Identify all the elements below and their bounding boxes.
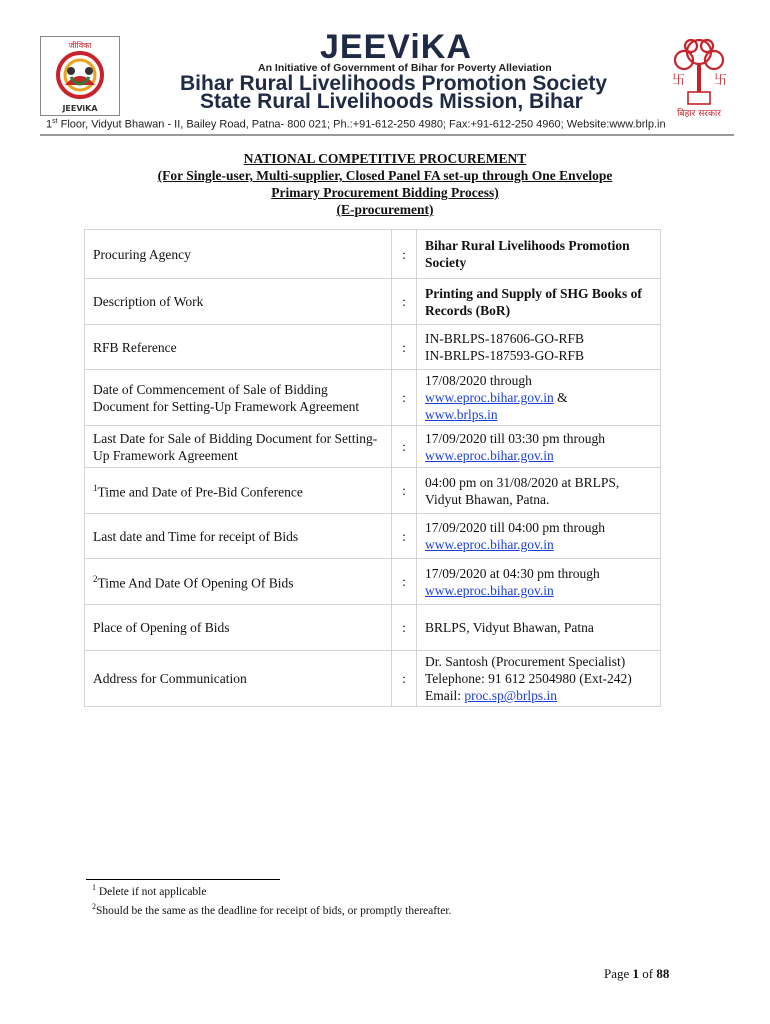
- bid-receipt-date: 17/09/2020 till 04:00 pm through: [425, 520, 606, 535]
- table-row: [85, 559, 661, 605]
- footnote-divider: [86, 879, 280, 880]
- footnote-text: Should be the same as the deadline for receipt of bids, or promptly thereafter.: [96, 904, 452, 917]
- svg-text:卐: 卐: [672, 73, 686, 88]
- row-value: [417, 426, 661, 468]
- bid-opening-date: 17/09/2020 at 04:30 pm through: [425, 565, 600, 581]
- row-value: Bihar Rural Livelihoods Promotion Society: [417, 230, 661, 279]
- address-line: [46, 118, 666, 131]
- page-total: 88: [656, 966, 670, 981]
- footnote-1: [92, 883, 206, 898]
- row-value: [417, 651, 661, 707]
- table-row: [85, 468, 661, 514]
- title-line-1: NATIONAL COMPETITIVE PROCUREMENT: [243, 151, 527, 166]
- brand-tagline: An Initiative of Government of Bihar for Poverty Alleviation: [258, 62, 552, 74]
- rfb-reference-1: IN-BRLPS-187606-GO-RFB: [425, 331, 585, 346]
- row-separator: :: [392, 426, 417, 468]
- sale-start-date: 17/08/2020 through: [425, 373, 532, 388]
- contact-name: Dr. Santosh (Procurement Specialist): [425, 654, 626, 669]
- table-row: [85, 325, 661, 370]
- bihar-govt-tree-logo: [664, 34, 734, 118]
- title-line-4: (E-procurement): [336, 202, 434, 217]
- row-label: [85, 468, 392, 514]
- eproc-link[interactable]: www.eproc.bihar.gov.in: [425, 537, 554, 552]
- table-row: [85, 279, 661, 325]
- row-label: [85, 559, 392, 605]
- title-line-2: (For Single-user, Multi-supplier, Closed Panel FA set-up through One Envelope: [157, 168, 613, 183]
- table-row: [85, 426, 661, 468]
- row-label: Description of Work: [85, 279, 392, 325]
- row-separator: :: [392, 514, 417, 559]
- page-current: 1: [632, 966, 640, 981]
- row-label: Last Date for Sale of Bidding Document for Setting-Up Framework Agreement: [85, 426, 392, 468]
- row-label: Last date and Time for receipt of Bids: [85, 514, 392, 559]
- row-separator: :: [392, 605, 417, 651]
- footnote-ref: 1: [93, 483, 98, 494]
- row-separator: :: [392, 279, 417, 325]
- table-row: [85, 605, 661, 651]
- logo-bottom-text: JEEViKA: [62, 104, 98, 113]
- page-number: [604, 966, 669, 982]
- row-label-text: Time And Date Of Opening Of Bids: [97, 575, 294, 591]
- row-value: [417, 559, 661, 605]
- row-separator: :: [392, 651, 417, 707]
- row-label: Procuring Agency: [85, 230, 392, 279]
- rfb-reference-2: IN-BRLPS-187593-GO-RFB: [425, 348, 585, 363]
- email-label: Email:: [425, 688, 465, 703]
- row-value: 04:00 pm on 31/08/2020 at BRLPS, Vidyut Bhawan, Patna.: [417, 468, 661, 514]
- table-row: [85, 651, 661, 707]
- logo-top-text: जीविका: [68, 41, 92, 50]
- row-value: [417, 370, 661, 426]
- title-line-3: Primary Procurement Bidding Process): [271, 185, 499, 200]
- row-label: Place of Opening of Bids: [85, 605, 392, 651]
- brand-wordmark: JEEViKA: [320, 28, 472, 66]
- table-row: [85, 230, 661, 279]
- row-value: [417, 325, 661, 370]
- page-prefix: Page: [604, 966, 633, 981]
- email-link[interactable]: proc.sp@brlps.in: [464, 688, 558, 703]
- floor-sup: st: [52, 118, 58, 125]
- row-label-text: Time and Date of Pre-Bid Conference: [97, 484, 303, 500]
- table-row: [85, 514, 661, 559]
- eproc-link[interactable]: www.eproc.bihar.gov.in: [425, 447, 554, 463]
- row-separator: :: [392, 325, 417, 370]
- page-of: of: [639, 966, 657, 981]
- floor-number: 1: [46, 118, 53, 131]
- footnote-number: 1: [92, 883, 96, 892]
- jeevika-emblem-logo: [40, 36, 120, 116]
- row-label: Date of Commencement of Sale of Bidding Document for Setting-Up Framework Agreement: [85, 370, 392, 426]
- footnote-text: Delete if not applicable: [96, 885, 207, 898]
- org-name: Bihar Rural Livelihoods Promotion Society: [180, 72, 608, 95]
- row-value: [417, 514, 661, 559]
- eproc-link[interactable]: www.eproc.bihar.gov.in: [425, 582, 554, 598]
- footnote-2: [92, 902, 451, 917]
- row-value: Printing and Supply of SHG Books of Records (BoR): [417, 279, 661, 325]
- contact-telephone: Telephone: 91 612 2504980 (Ext-242): [425, 671, 632, 686]
- row-label: RFB Reference: [85, 325, 392, 370]
- row-separator: :: [392, 468, 417, 514]
- address-text: Floor, Vidyut Bhawan - II, Bailey Road, Patna- 800 021; Ph.:+91-612-250 4980; Fax:+91-612-250 4960; Website:www.brlp.in: [57, 118, 666, 131]
- row-value: BRLPS, Vidyut Bhawan, Patna: [417, 605, 661, 651]
- row-separator: :: [392, 230, 417, 279]
- sale-last-date: 17/09/2020 till 03:30 pm through: [425, 430, 606, 446]
- right-logo-text: बिहार सरकार: [677, 109, 721, 118]
- row-separator: :: [392, 559, 417, 605]
- row-separator: :: [392, 370, 417, 426]
- header-divider: [40, 134, 734, 136]
- procurement-details-table: [84, 229, 661, 707]
- ampersand: &: [553, 390, 568, 405]
- footnote-ref: 2: [93, 574, 98, 585]
- org-mission: State Rural Livelihoods Mission, Bihar: [200, 90, 583, 113]
- table-row: [85, 370, 661, 426]
- eproc-link[interactable]: www.eproc.bihar.gov.in: [425, 390, 554, 405]
- brlps-link[interactable]: www.brlps.in: [425, 407, 498, 422]
- svg-text:卐: 卐: [714, 73, 728, 88]
- document-title: [0, 150, 770, 218]
- row-label: Address for Communication: [85, 651, 392, 707]
- footnote-number: 2: [92, 902, 96, 911]
